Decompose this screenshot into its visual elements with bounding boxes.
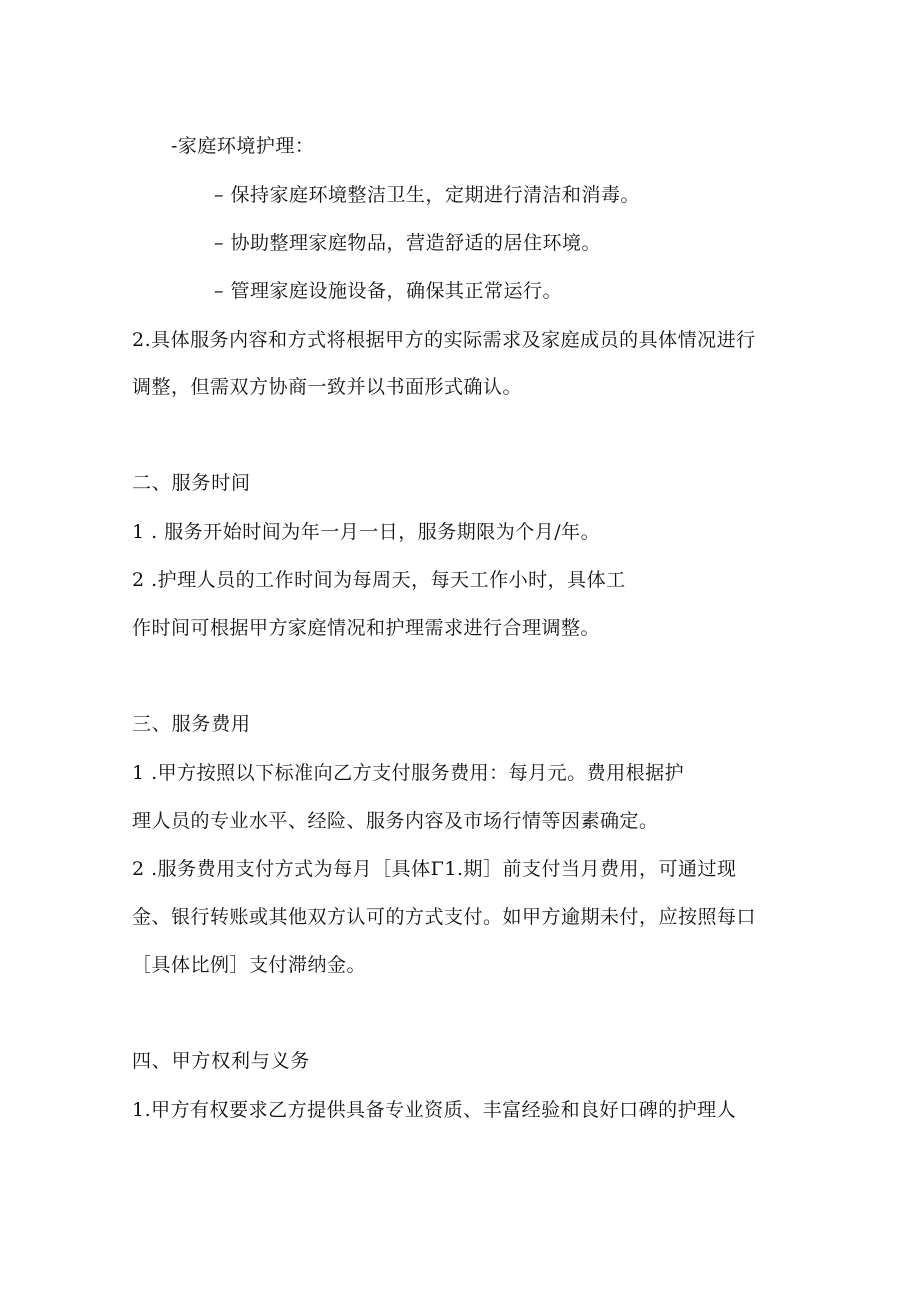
paragraph-line: 2 .护理人员的工作时间为每周天，每天工作小时，具体工 bbox=[132, 569, 626, 591]
paragraph-line: 2.具体服务内容和方式将根据甲方的实际需求及家庭成员的具体情况进行 bbox=[132, 329, 756, 351]
paragraph-line: 1.甲方有权要求乙方提供具备专业资质、丰富经验和良好口碑的护理人 bbox=[132, 1099, 737, 1121]
paragraph-line: 理人员的专业水平、经险、服务内容及市场行情等因素确定。 bbox=[132, 810, 659, 832]
paragraph-line: ［具体比例］支付滞纳金。 bbox=[132, 954, 367, 976]
paragraph-line: 作时间可根据甲方家庭情况和护理需求进行合理调整。 bbox=[132, 617, 601, 639]
paragraph-line: 1 . 服务开始时间为年一月一日，服务期限为个月/年。 bbox=[132, 521, 601, 543]
section-heading-service-fee: 三、服务费用 bbox=[132, 713, 251, 735]
paragraph-line: 1 .甲方按照以下标准向乙方支付服务费用：每月元。费用根据护 bbox=[132, 762, 685, 784]
paragraph-line: 2 .服务费用支付方式为每月［具体Γ1.期］前支付当月费用，可通过现 bbox=[132, 858, 737, 880]
section-heading-party-a-rights: 四、甲方权利与义务 bbox=[132, 1050, 311, 1072]
paragraph-line: 调整，但需双方协商一致并以书面形式确认。 bbox=[132, 376, 523, 398]
paragraph-line: 金、银行转账或其他双方认可的方式支付。如甲方逾期未付，应按照每口 bbox=[132, 906, 757, 928]
section-heading-service-time: 二、服务时间 bbox=[132, 472, 251, 494]
list-item: – 管理家庭设施设备，确保其正常运行。 bbox=[214, 280, 563, 302]
list-item: – 协助整理家庭物品，营造舒适的居住环境。 bbox=[214, 232, 602, 254]
list-item: – 保持家庭环境整洁卫生，定期进行清洁和消毒。 bbox=[214, 184, 641, 206]
subsection-heading-home-environment: -家庭环境护理： bbox=[171, 135, 315, 157]
